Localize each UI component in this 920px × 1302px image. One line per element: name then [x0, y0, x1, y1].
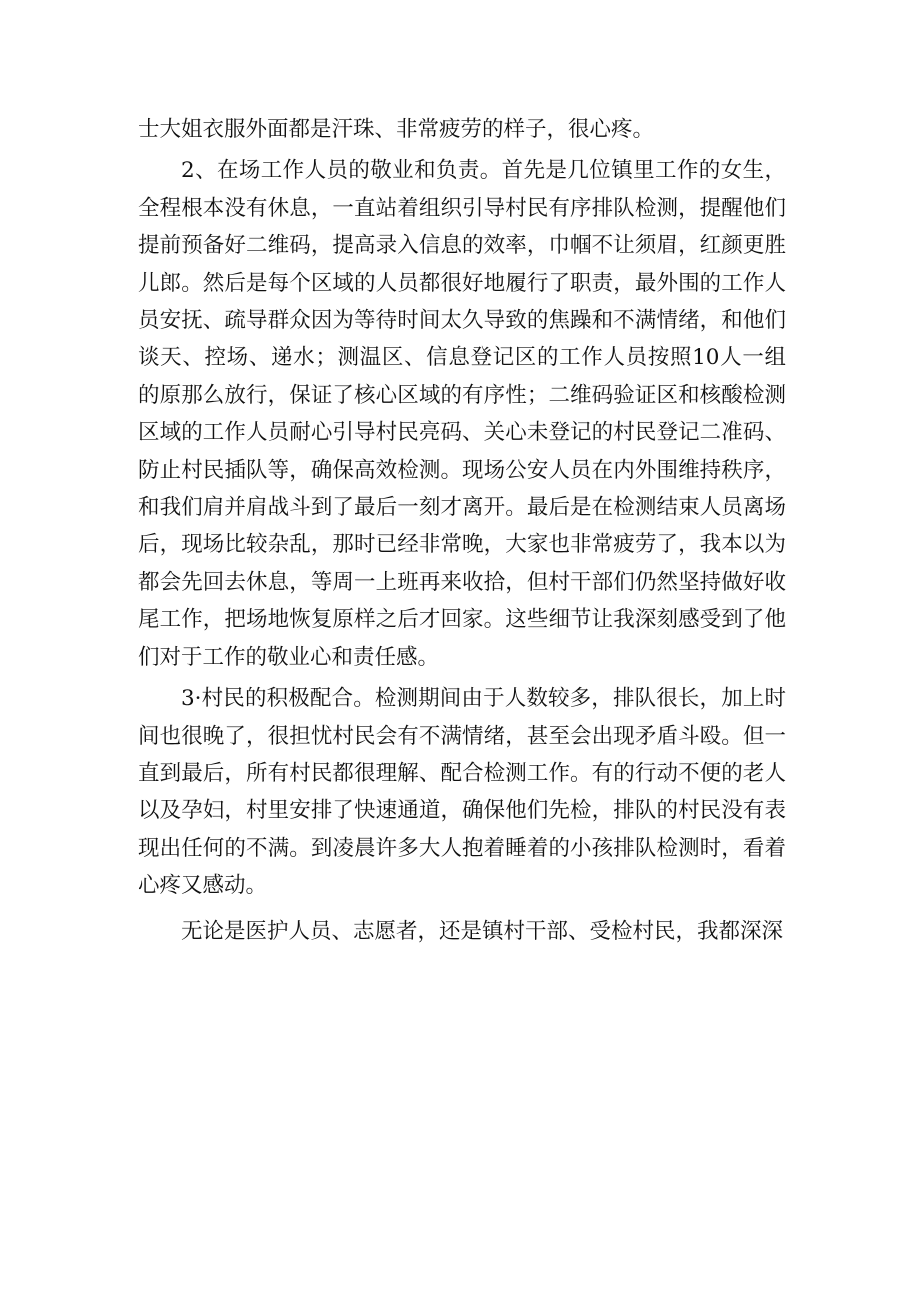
- paragraph-continuation: 士大姐衣服外面都是汗珠、非常疲劳的样子，很心疼。: [138, 117, 655, 142]
- paragraph-conclusion: 无论是医护人员、志愿者，还是镇村干部、受检村民，我都深深: [181, 918, 784, 944]
- paragraph-point-2: 2、在场工作人员的敬业和负责。首先是几位镇里工作的女生，全程根本没有休息，一直站着组织引导村民有序排队检测，提醒他们提前预备好二维码，提高录入信息的效率，巾帼不让须眉，红颜更胜儿郎。然后是每个区域的人员都很好地履行了职责，最外围的工作人员安抚、疏导群众因为等待时间太久导致的焦躁和不满情绪，和他们谈天、控场、递水；测温区、信息登记区的工作人员按照10人一组的原那么放行，保证了核心区域的有序性；二维码验证区和核酸检测区域的工作人员耐心引导村民亮码、关心未登记的村民登记二准码、防止村民插队等，确保高效检测。现场公安人员在内外围维持秩序，和我们肩并肩战斗到了最后一刻才离开。最后是在检测结束人员离场后，现场比较杂乱，那时已经非常晚，大家也非常疲劳了，我本以为都会先回去休息，等周一上班再来收拾，但村干部们仍然坚持做好收尾工作，把场地恢复原样之后才回家。这些细节让我深刻感受到了他们对于工作的敬业心和责任感。: [138, 158, 786, 670]
- document-body: [138, 111, 786, 950]
- paragraph-point-3: 3·村民的积极配合。检测期间由于人数较多，排队很长，加上时间也很晚了，很担忧村民会有不满情绪，甚至会出现矛盾斗殴。但一直到最后，所有村民都很理解、配合检测工作。有的行动不便的老人以及孕妇，村里安排了快速通道，确保他们先检，排队的村民没有表现出任何的不满。到凌晨许多大人抱着睡着的小孩排队检测时，看着心疼又感动。: [138, 686, 786, 899]
